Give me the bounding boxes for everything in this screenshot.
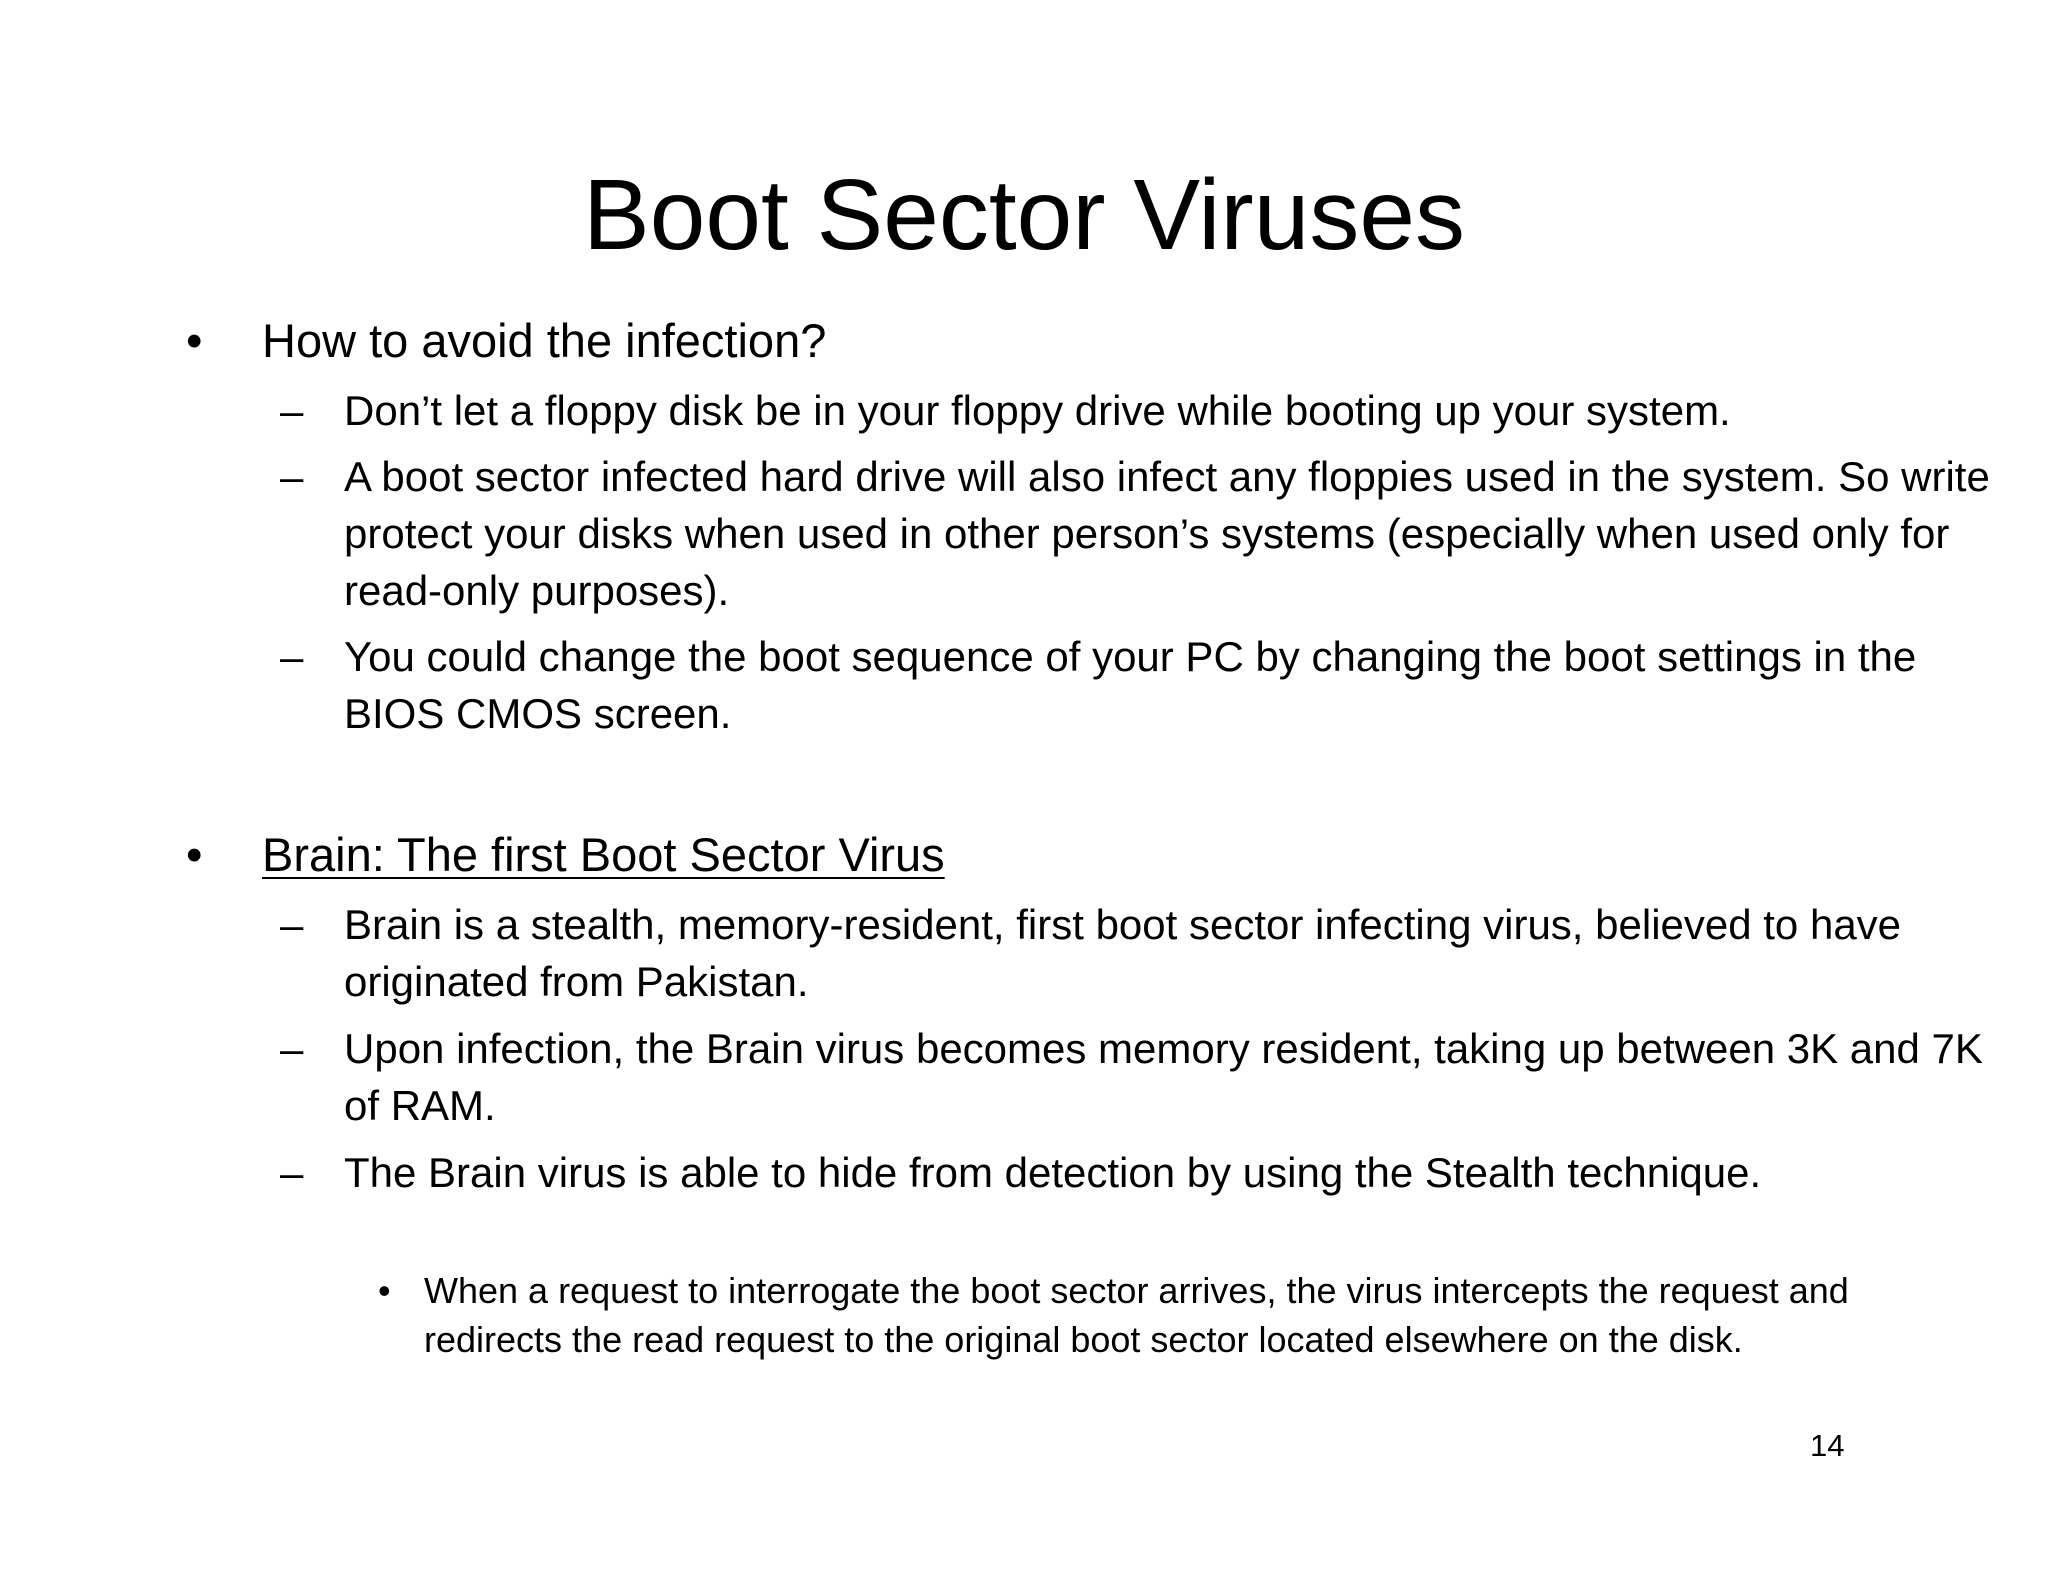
sub-sub-bullet-text: When a request to interrogate the boot sector arrives, the virus intercepts the request and redirects the read request to the original boot sector located elsewhere on the disk. — [424, 1270, 1849, 1360]
sub-bullet-text: Don’t let a floppy disk be in your floppy drive while booting up your system. — [344, 387, 1731, 434]
slide-title: Boot Sector Viruses — [583, 159, 1465, 271]
section-heading-avoid-infection: How to avoid the infection? — [262, 314, 827, 367]
page-number: 14 — [1810, 1428, 1845, 1463]
sub-bullet-text: Brain is a stealth, memory-resident, first boot sector infecting virus, believed to have originated from Pakistan. — [344, 901, 1902, 1005]
section-heading-brain-virus: Brain: The first Boot Sector Virus — [262, 828, 945, 881]
sub-bullet-text: Upon infection, the Brain virus becomes memory resident, taking up between 3K and 7K of RAM. — [344, 1025, 1983, 1129]
sub-bullet-text: You could change the boot sequence of your PC by changing the boot settings in the BIOS CMOS screen. — [344, 633, 1917, 737]
bullet-icon: • — [378, 1270, 391, 1311]
dash-icon: – — [280, 1149, 304, 1196]
sub-bullet-text: The Brain virus is able to hide from detection by using the Stealth technique. — [344, 1149, 1762, 1196]
bullet-icon: • — [186, 314, 203, 367]
dash-icon: – — [280, 901, 304, 948]
bullet-icon: • — [186, 828, 203, 881]
dash-icon: – — [280, 453, 304, 500]
dash-icon: – — [280, 633, 304, 680]
sub-bullet-text: A boot sector infected hard drive will also infect any floppies used in the system. So write protect your disks when used in other person’s systems (especially when used only for read-only purposes). — [344, 453, 1990, 614]
dash-icon: – — [280, 387, 304, 434]
dash-icon: – — [280, 1025, 304, 1072]
